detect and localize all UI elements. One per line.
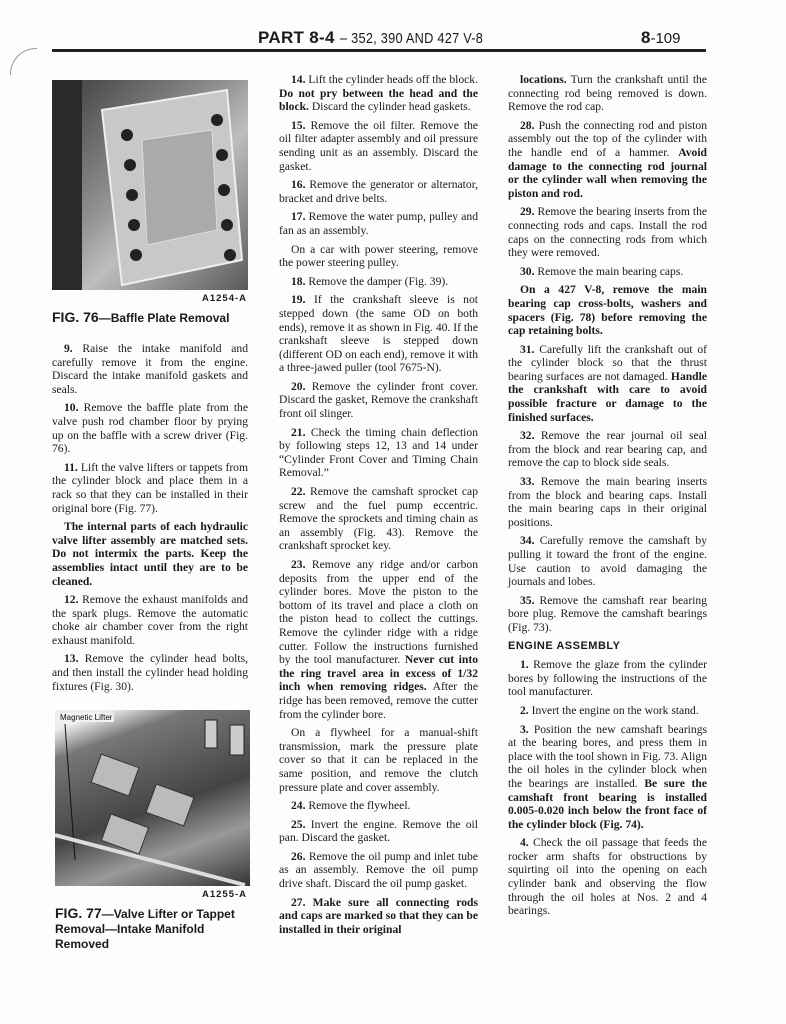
- valve-lifter-illustration: [55, 710, 250, 886]
- magnetic-lifter-callout: Magnetic Lifter: [60, 713, 113, 722]
- section-heading: ENGINE ASSEMBLY: [508, 639, 621, 652]
- paragraph: [508, 283, 707, 337]
- text: Remove the camshaft sprocket cap screw and the fuel pump eccentric. Remove the sprockets and timing chain as an assembly (Fig. 43). Remove the crankshaft sprocket key.: [279, 485, 479, 553]
- text: Remove the glaze from the cylinder bores by following the instructions of the tool manufacturer.: [508, 658, 708, 699]
- bold-text: 23.: [291, 558, 312, 571]
- paragraph: [508, 723, 707, 832]
- column-2: [279, 73, 478, 941]
- text: Remove the exhaust manifolds and the spark plugs. Remove the automatic choke air chamber cover from the right exhaust manifold.: [52, 593, 249, 647]
- page-header: [0, 28, 786, 48]
- bold-text: 20.: [291, 379, 312, 393]
- bold-text: 12.: [64, 593, 83, 607]
- text: Remove the oil pump and inlet tube as an assembly. Remove the oil pump drive shaft. Discard the oil pump gasket.: [279, 849, 478, 891]
- paragraph: [508, 658, 707, 699]
- bold-text: Never cut into the ring travel area in excess of 1/32 inch when removing ridges.: [279, 653, 478, 694]
- text: Raise the intake manifold and carefully remove it from the engine. Discard the intake manifold gaskets and seals.: [52, 342, 248, 396]
- paragraph: [279, 799, 478, 813]
- figure-76-label: FIG. 76: [52, 309, 99, 325]
- text: Lift the valve lifters or tappets from the cylinder block and place them in a rack so that they can be installed in their original bore (Fig. 77).: [52, 460, 248, 515]
- paragraph: [52, 461, 248, 515]
- text: Remove the bearing inserts from the connecting rods and caps. Install the rod caps on the connecting rods from which they were removed.: [508, 205, 708, 260]
- bold-text: 34.: [520, 534, 540, 548]
- paragraph: [279, 178, 478, 205]
- figure-76-caption: [52, 310, 252, 326]
- text: Remove the water pump, pulley and fan as an assembly.: [279, 210, 478, 237]
- paragraph: [279, 558, 478, 721]
- header-title: [258, 28, 508, 48]
- bold-text: Avoid damage to the connecting rod journal or the cylinder wall when removing the piston and rod.: [508, 145, 707, 200]
- figure-76-caption-text: —Baffle Plate Removal: [98, 311, 230, 325]
- paragraph: [279, 73, 478, 114]
- paragraph: [279, 119, 478, 173]
- bold-text: 18.: [291, 274, 309, 288]
- paragraph: [508, 704, 707, 718]
- paragraph: [508, 265, 707, 279]
- paragraph: [279, 896, 478, 937]
- text: Position the new camshaft bearings at the bearing bores, and press them in place with the tool shown in Fig. 73. Align the oil holes in the cylinder block when the bearings are installed.: [508, 722, 708, 790]
- paragraph: [279, 380, 478, 421]
- text: Remove the oil filter. Remove the oil filter adapter assembly and oil pressure sending unit as an assembly. Discard the gasket.: [279, 118, 479, 173]
- paragraph: [279, 210, 478, 237]
- paragraph: [52, 401, 248, 455]
- bold-text: 14.: [291, 73, 309, 86]
- figure-77-caption-text: —Valve Lifter or Tappet Removal—Intake Manifold Removed: [55, 907, 235, 951]
- text: Remove the generator or alternator, bracket and drive belts.: [279, 178, 478, 205]
- bold-text: 26.: [291, 849, 309, 863]
- bold-text: 3.: [520, 722, 534, 736]
- paragraph: [52, 520, 248, 588]
- bold-text: 33.: [520, 475, 541, 489]
- text: Carefully lift the crankshaft out of the cylinder block so that the thrust bearing surfaces are not damaged.: [508, 342, 708, 383]
- bold-text: 16.: [291, 178, 310, 192]
- paragraph: [279, 850, 478, 891]
- baffle-plate-illustration: [52, 80, 248, 290]
- paragraph: [52, 652, 248, 693]
- bold-text: 11.: [64, 460, 81, 474]
- paragraph: [279, 293, 478, 375]
- bold-text: 25.: [291, 817, 311, 831]
- paragraph: [508, 475, 707, 529]
- paragraph: [508, 429, 707, 470]
- bold-text: 17.: [291, 210, 309, 224]
- figure-76-code: A1254-A: [202, 293, 248, 304]
- bold-text: 10.: [64, 401, 84, 415]
- text: Check the timing chain deflection by following steps 12, 13 and 14 under “Cylinder Front Cover and Timing Chain Removal.”: [279, 425, 478, 480]
- text: Lift the cylinder heads off the block.: [308, 73, 479, 86]
- text: Discard the cylinder head gaskets.: [308, 100, 471, 114]
- paragraph: [52, 342, 248, 396]
- text: After the ridge has been removed, remove the cutter from the cylinder bore.: [279, 680, 478, 721]
- part-subtitle: – 352, 390 AND 427 V-8: [339, 30, 483, 47]
- figure-76-photo: [52, 80, 248, 290]
- text: Remove the flywheel.: [308, 799, 411, 813]
- text: Turn the crankshaft until the connecting rod being removed is down. Remove the rod cap.: [508, 73, 707, 114]
- figure-77-photo: [55, 710, 250, 886]
- text: Remove the damper (Fig. 39).: [308, 274, 449, 288]
- bold-text: 1.: [520, 658, 534, 672]
- paragraph: [279, 485, 478, 553]
- figure-77-caption: [55, 906, 255, 952]
- figure-77-code: A1255-A: [202, 889, 248, 900]
- text: Check the oil passage that feeds the rocker arm shafts for obstructions by squirting oil into the opening on each cylinder bank and observing the flow through the oil holes at Nos. 2 and 4 bearings.: [508, 836, 707, 918]
- page-num: -109: [650, 30, 681, 47]
- text: Remove the cylinder head bolts, and then install the cylinder head holding fixtures (Fig. 30).: [52, 652, 249, 693]
- bold-text: 35.: [520, 593, 540, 607]
- text: Invert the engine on the work stand.: [531, 703, 699, 717]
- text: Remove the main bearing caps.: [537, 264, 684, 278]
- page-number: [641, 28, 681, 48]
- paragraph: [279, 726, 478, 794]
- text: On a car with power steering, remove the power steering pulley.: [279, 242, 478, 270]
- bold-text: 32.: [520, 429, 541, 443]
- text: Carefully remove the camshaft by pulling it toward the front of the engine. Use caution to avoid damaging the journals and lobes.: [508, 534, 707, 589]
- bold-text: 22.: [291, 485, 310, 499]
- column-3: [508, 73, 707, 923]
- text: Remove the baffle plate from the valve push rod chamber floor by prying up on the baffle with a screw driver (Fig. 76).: [52, 401, 248, 456]
- paragraph: [52, 593, 248, 647]
- bold-text: locations.: [520, 73, 567, 86]
- bold-text: 24.: [291, 799, 309, 813]
- column-1: [52, 342, 248, 698]
- bold-text: 2.: [520, 703, 532, 717]
- paragraph: [279, 426, 478, 480]
- text: On a flywheel for a manual-shift transmission, mark the pressure plate cover so that it can be replaced in the same position, and remove the clutch pressure plate and cover assembly.: [279, 726, 478, 794]
- bold-text: 29.: [520, 205, 538, 219]
- bold-text: 9.: [64, 342, 83, 355]
- bold-text: 4.: [520, 836, 534, 850]
- bold-text: Be sure the camshaft front bearing is installed 0.005-0.020 inch below the front face of the cylinder block (Fig. 74).: [508, 776, 707, 831]
- paragraph: [279, 818, 478, 845]
- paragraph: [508, 836, 707, 918]
- bold-text: 30.: [520, 264, 538, 278]
- bold-text: 21.: [291, 425, 311, 439]
- bold-text: On a 427 V-8, remove the main bearing cap cross-bolts, washers and spacers (Fig. 78) before removing the cap retaining bolts.: [508, 283, 707, 338]
- text: Remove the cylinder front cover. Discard the gasket, Remove the crankshaft front oil slinger.: [279, 379, 479, 421]
- text: Remove the camshaft rear bearing bore plug. Remove the camshaft bearings (Fig. 73).: [508, 593, 707, 634]
- page-prefix: 8: [641, 28, 651, 47]
- paragraph: [508, 119, 707, 201]
- bold-text: Do not pry between the head and the block.: [279, 86, 478, 114]
- text: Remove the rear journal oil seal from the block and rear bearing cap, and remove the cap to block side seals.: [508, 429, 707, 470]
- text: Remove the main bearing inserts from the block and bearing caps. Install the main bearing caps in their original positions.: [508, 475, 707, 529]
- header-rule: [52, 49, 706, 52]
- paragraph: [508, 205, 707, 259]
- text: Push the connecting rod and piston assembly out the top of the cylinder with the handle end of a hammer.: [508, 118, 707, 159]
- part-label: PART 8-4: [258, 28, 335, 47]
- bold-text: The internal parts of each hydraulic valve lifter assembly are matched sets. Do not intermix the parts. Keep the assemblies intact until they are to be cleaned.: [52, 520, 248, 588]
- figure-77-label: FIG. 77: [55, 905, 102, 921]
- paragraph: [508, 594, 707, 635]
- bold-text: 27. Make sure all connecting rods and caps are marked so that they can be installed in their original: [279, 895, 478, 936]
- bold-text: 13.: [64, 652, 85, 666]
- bold-text: 19.: [291, 293, 314, 307]
- bold-text: 31.: [520, 342, 540, 356]
- text: Invert the engine. Remove the oil pan. Discard the gasket.: [279, 817, 478, 845]
- paragraph: [279, 275, 478, 289]
- text: Remove any ridge and/or carbon deposits from the upper end of the cylinder bores. Move the piston to the bottom of its travel and place a cloth on the piston head to collect the cuttings. Remove the cylinder ridge with a ridge cutter. Follow the instructions furnished by the tool manufacturer.: [279, 558, 478, 667]
- bold-text: 28.: [520, 118, 539, 132]
- bold-text: 15.: [291, 118, 311, 132]
- paragraph: [508, 534, 707, 588]
- page-corner-mark: [10, 48, 37, 75]
- text: If the crankshaft sleeve is not stepped down (the same OD on both ends), remove it as shown in Fig. 40. If the crankshaft sleeve is stepped down (different OD on each end), remove it with a three-jawed puller (tool 7675-N).: [279, 293, 478, 375]
- paragraph: [508, 73, 707, 114]
- paragraph: [508, 343, 707, 425]
- bold-text: Handle the crankshaft with care to avoid possible fracture or damage to the finished surfaces.: [508, 369, 707, 424]
- paragraph: [279, 243, 478, 270]
